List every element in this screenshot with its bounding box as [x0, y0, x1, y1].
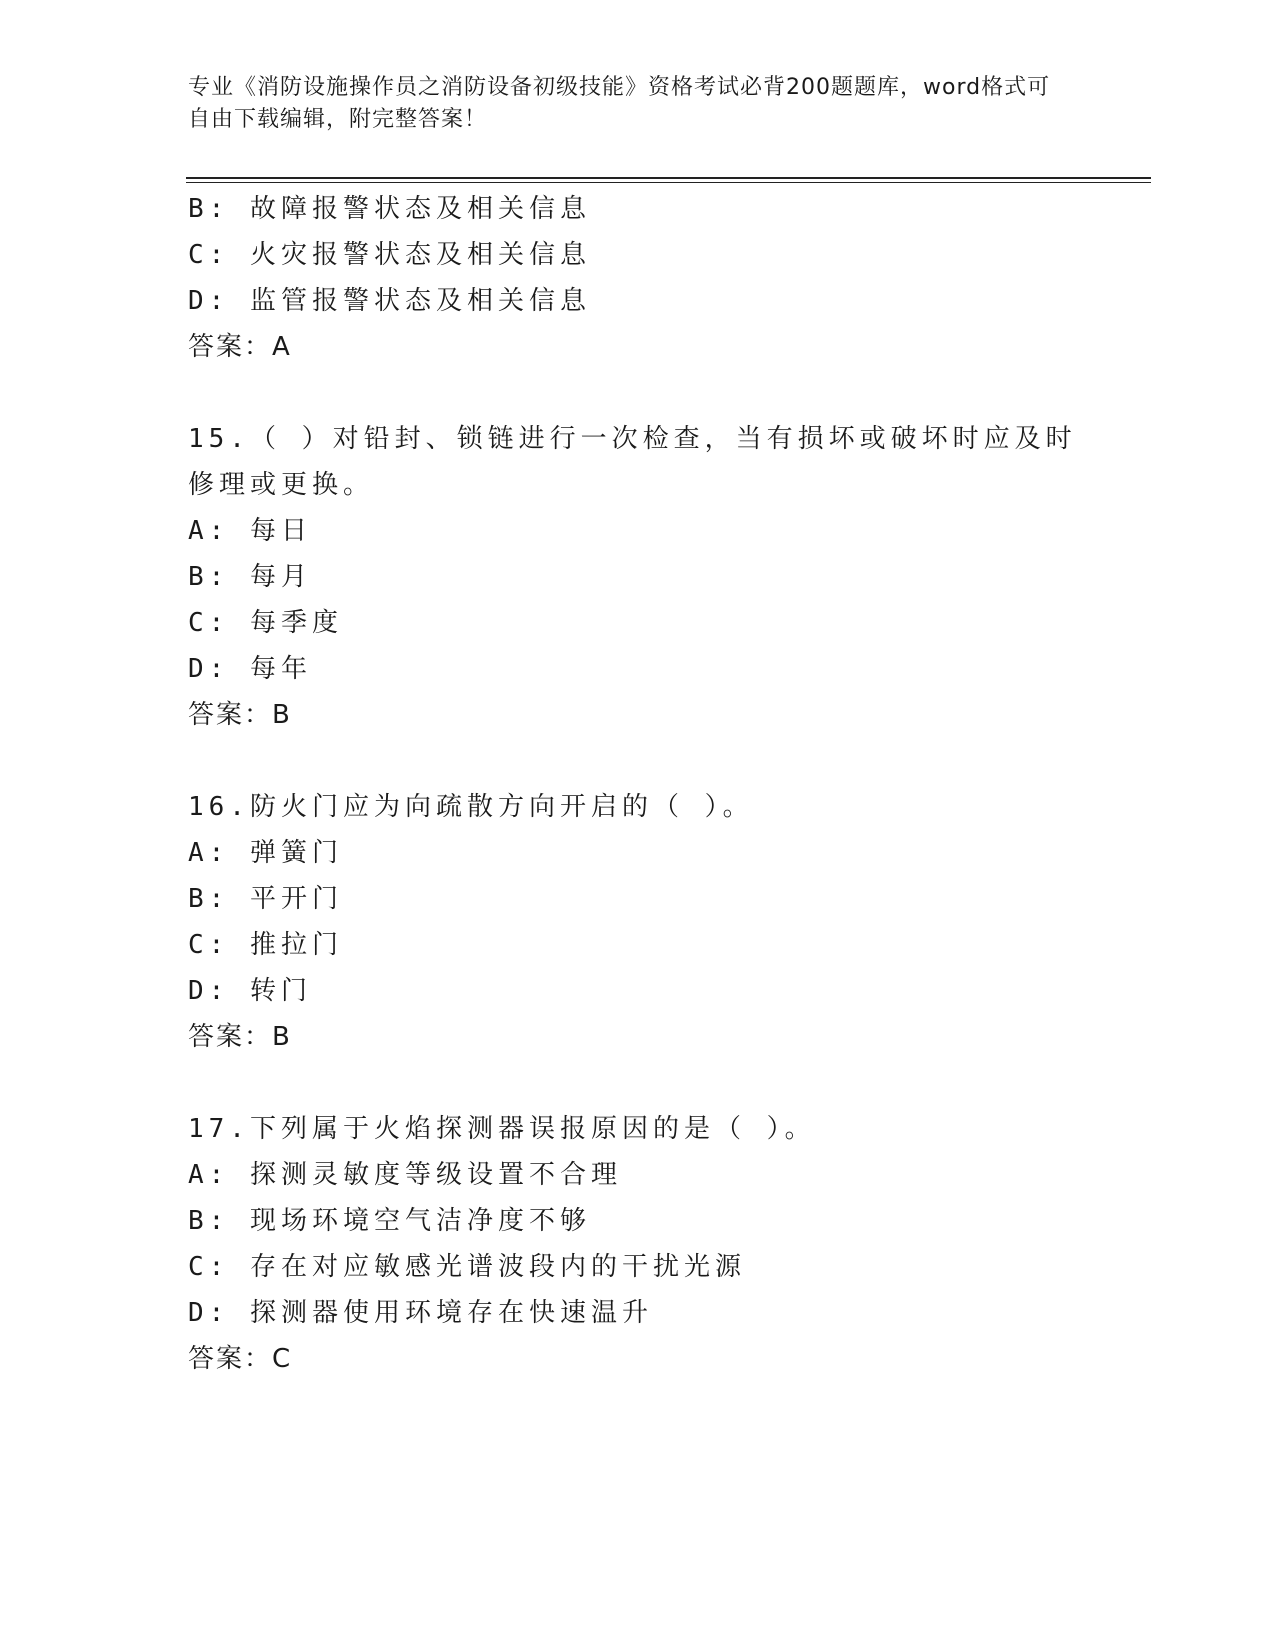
question-stem: 15.（ ）对铅封、锁链进行一次检查，当有损坏或破坏时应及时修理或更换。 — [188, 424, 1077, 500]
option-d: D: 每年 — [188, 654, 312, 684]
question-stem: 17.下列属于火焰探测器误报原因的是（ ）。 — [188, 1114, 816, 1144]
header-rule-thick — [186, 177, 1151, 179]
option-c: C: 推拉门 — [188, 930, 343, 960]
option-b: B: 现场环境空气洁净度不够 — [188, 1206, 591, 1236]
answer-label: 答案：A — [188, 332, 292, 362]
page-header: 专业《消防设施操作员之消防设备初级技能》资格考试必背200题题库，word格式可自由下载编辑，附完整答案！ — [188, 75, 1051, 132]
option-a: A: 弹簧门 — [188, 838, 343, 868]
option-b: B: 平开门 — [188, 884, 343, 914]
option-d: D: 探测器使用环境存在快速温升 — [188, 1298, 653, 1328]
option-a: A: 探测灵敏度等级设置不合理 — [188, 1160, 622, 1190]
option-c: C: 每季度 — [188, 608, 343, 638]
question-content — [188, 186, 1088, 1382]
option-b: B: 故障报警状态及相关信息 — [188, 194, 591, 224]
question-15 — [188, 416, 1088, 738]
question-17 — [188, 1106, 1088, 1382]
answer-label: 答案：B — [188, 700, 292, 730]
answer-label: 答案：B — [188, 1022, 292, 1052]
option-d: D: 监管报警状态及相关信息 — [188, 286, 591, 316]
question-stem: 16.防火门应为向疏散方向开启的（ ）。 — [188, 792, 754, 822]
answer-label: 答案：C — [188, 1344, 293, 1374]
option-c: C: 火灾报警状态及相关信息 — [188, 240, 591, 270]
option-c: C: 存在对应敏感光谱波段内的干扰光源 — [188, 1252, 746, 1282]
option-a: A: 每日 — [188, 516, 312, 546]
option-d: D: 转门 — [188, 976, 312, 1006]
continued-question — [188, 186, 1088, 370]
header-rule-thin — [186, 182, 1151, 183]
question-16 — [188, 784, 1088, 1060]
option-b: B: 每月 — [188, 562, 312, 592]
